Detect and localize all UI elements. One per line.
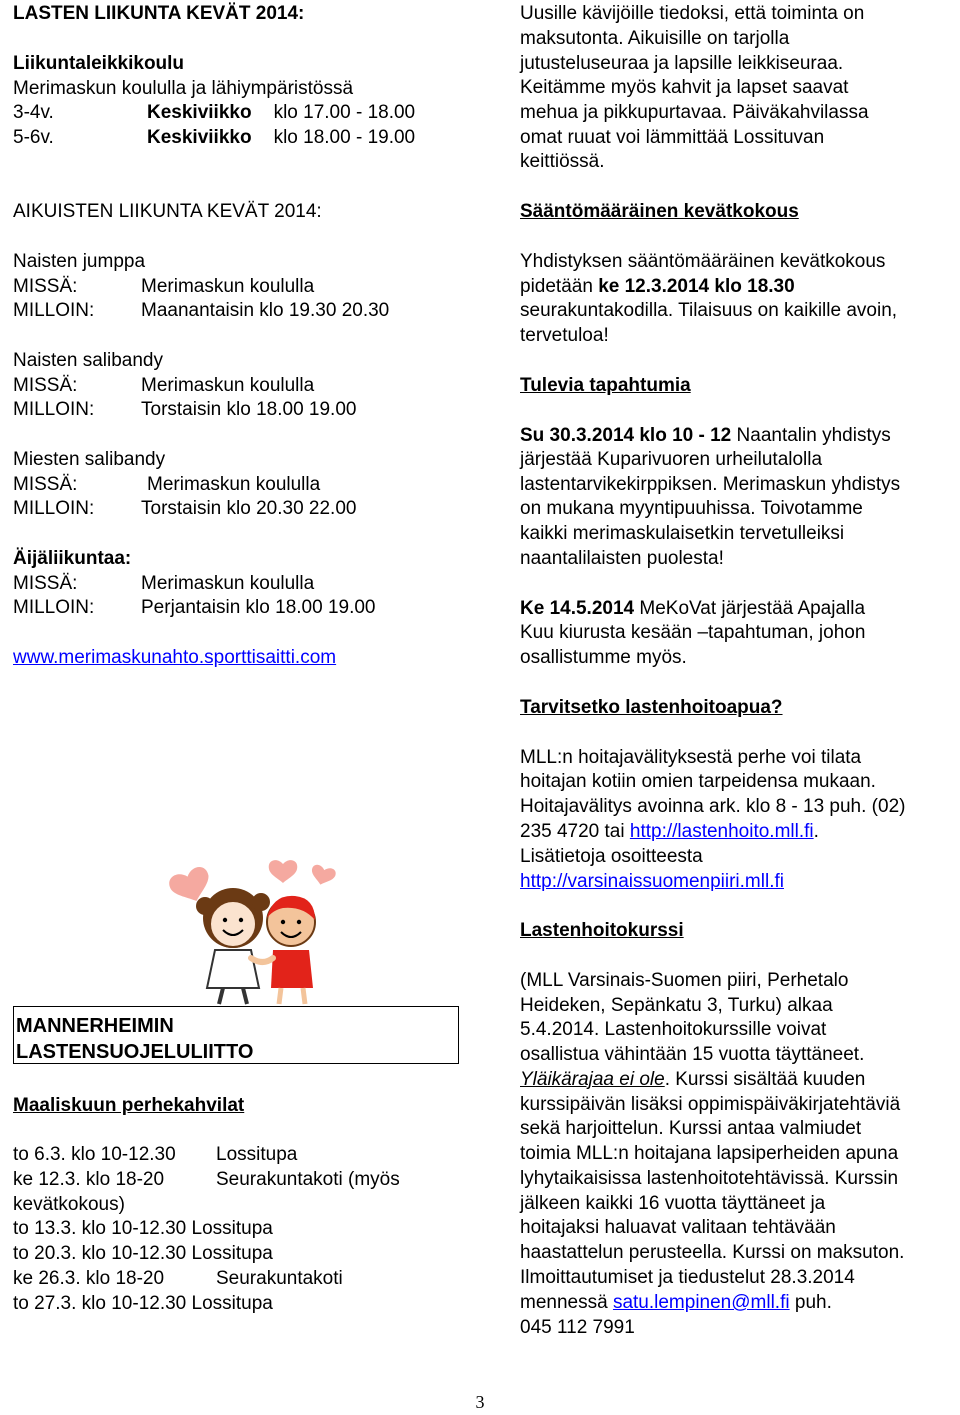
mll-title-box — [13, 1006, 459, 1064]
course-text: 5.4.2014. Lastenhoitokurssille voivat — [520, 1019, 827, 1040]
meeting-text: pidetään ke 12.3.2014 klo 18.30 — [520, 276, 795, 297]
event-1: Su 30.3.2014 klo 10 - 12 Naantalin yhdistys — [520, 425, 891, 446]
adults-sports-title: AIKUISTEN LIIKUNTA KEVÄT 2014: — [13, 201, 322, 222]
meeting-title: Sääntömääräinen kevätkokous — [520, 201, 799, 222]
intro-line: Uusille kävijöille tiedoksi, että toiminta on — [520, 3, 865, 24]
activity-when: MILLOIN: Perjantaisin klo 18.00 19.00 — [13, 597, 376, 618]
course-text: osallistua vähintään 15 vuotta täyttäneet. — [520, 1044, 865, 1065]
activity-when: MILLOIN: Maanantaisin klo 19.30 20.30 — [13, 300, 390, 321]
childcare-text: Hoitajavälitys avoinna ark. klo 8 - 13 puh. (02) — [520, 796, 906, 817]
course-text: hoitajaksi haluavat valitaan tehtävään — [520, 1217, 836, 1238]
event-1-text: naantalilaisten puolesta! — [520, 548, 724, 569]
kids-place: Merimaskun koululla ja lähiympäristössä — [13, 78, 354, 99]
cafe-item: to 13.3. klo 10-12.30 Lossitupa — [13, 1218, 273, 1239]
course-text: mennessä satu.lempinen@mll.fi puh. — [520, 1292, 832, 1313]
course-text: haastattelun perusteella. Kurssi on maksuton. — [520, 1242, 905, 1263]
event-2-text: Kuu kiurusta kesään –tapahtuman, johon — [520, 622, 866, 643]
course-text: Ilmoittautumiset ja tiedustelut 28.3.2014 — [520, 1267, 855, 1288]
meeting-text: Yhdistyksen sääntömääräinen kevätkokous — [520, 251, 886, 272]
intro-line: keittiössä. — [520, 151, 605, 172]
event-2-text: osallistumme myös. — [520, 647, 687, 668]
mll-kids-logo-icon — [163, 858, 363, 1008]
mll-title-line-1: MANNERHEIMIN — [16, 1015, 174, 1037]
activity-when: MILLOIN: Torstaisin klo 20.30 22.00 — [13, 498, 357, 519]
intro-line: jutusteluseuraa ja lapsille leikkiseuraa. — [520, 53, 844, 74]
course-text: kurssipäivän lisäksi oppimispäiväkirjatehtäviä — [520, 1094, 901, 1115]
activity-when: MILLOIN: Torstaisin klo 18.00 19.00 — [13, 399, 357, 420]
intro-line: Keitämme myös kahvit ja lapset saavat — [520, 77, 849, 98]
childcare-text: Lisätietoja osoitteesta — [520, 846, 703, 867]
course-text: sekä harjoittelun. Kurssi antaa valmiudet — [520, 1118, 862, 1139]
course-text: Yläikärajaa ei ole. Kurssi sisältää kuuden — [520, 1069, 866, 1090]
kids-row-2: 5-6v. Keskiviikko klo 18.00 - 19.00 — [13, 127, 416, 148]
intro-line: mehua ja pikkupurtavaa. Päiväkahvilassa — [520, 102, 869, 123]
course-text: lyhytaikaisissa lastenhoitotehtävissä. Kurssin — [520, 1168, 899, 1189]
activity-where: MISSÄ: Merimaskun koululla — [13, 276, 315, 297]
event-1-text: lastentarvikekirppiksen. Merimaskun yhdistys — [520, 474, 901, 495]
childcare-link-line — [520, 870, 960, 895]
meeting-text: tervetuloa! — [520, 325, 609, 346]
cafe-item: ke 26.3. klo 18-20 Seurakuntakoti — [13, 1268, 343, 1289]
events-title: Tulevia tapahtumia — [520, 375, 691, 396]
course-phone: 045 112 7991 — [520, 1317, 635, 1338]
event-1-text: on mukana myyntipuuhissa. Toivotamme — [520, 498, 863, 519]
event-2: Ke 14.5.2014 MeKoVat järjestää Apajalla — [520, 598, 866, 619]
activity-where: MISSÄ: Merimaskun koululla — [13, 375, 315, 396]
childcare-title: Tarvitsetko lastenhoitoapua? — [520, 697, 783, 718]
activity-name: Äijäliikuntaa: — [13, 548, 132, 569]
cafe-item: to 20.3. klo 10-12.30 Lossitupa — [13, 1243, 273, 1264]
cafe-item: to 27.3. klo 10-12.30 Lossitupa — [13, 1293, 273, 1314]
activity-name: Naisten salibandy — [13, 350, 163, 371]
childcare-text: 235 4720 tai http://lastenhoito.mll.fi. — [520, 821, 819, 842]
kids-row-1: 3-4v. Keskiviikko klo 17.00 - 18.00 — [13, 102, 416, 123]
childcare-text: hoitajan kotiin omien tarpeidensa mukaan. — [520, 771, 876, 792]
intro-line: maksutonta. Aikuisille on tarjolla — [520, 28, 790, 49]
cafe-item: ke 12.3. klo 18-20 Seurakuntakoti (myös — [13, 1169, 400, 1190]
varsinaissuomenpiiri-link[interactable]: http://varsinaissuomenpiiri.mll.fi — [520, 871, 784, 892]
activity-where: MISSÄ: Merimaskun koululla — [13, 474, 321, 495]
event-1-text: kaikki merimaskulaisetkin tervetulleiksi — [520, 523, 845, 544]
cafe-item: to 6.3. klo 10-12.30 Lossitupa — [13, 1144, 298, 1165]
course-title: Lastenhoitokurssi — [520, 920, 684, 941]
childcare-text: MLL:n hoitajavälityksestä perhe voi tilata — [520, 747, 862, 768]
course-text: toimia MLL:n hoitajana lapsiperheiden apuna — [520, 1143, 899, 1164]
cafe-item: kevätkokous) — [13, 1194, 125, 1215]
website-link[interactable]: www.merimaskunahto.sporttisaitti.com — [13, 647, 337, 668]
email-link[interactable]: satu.lempinen@mll.fi — [612, 1292, 790, 1313]
lastenhoito-link[interactable]: http://lastenhoito.mll.fi — [629, 821, 814, 842]
activity-name: Miesten salibandy — [13, 449, 166, 470]
intro-line: omat ruuat voi lämmittää Lossituvan — [520, 127, 825, 148]
course-text: (MLL Varsinais-Suomen piiri, Perhetalo — [520, 970, 849, 991]
course-text: Heideken, Sepänkatu 3, Turku) alkaa — [520, 995, 833, 1016]
activity-name: Naisten jumppa — [13, 251, 146, 272]
kids-school-title: Liikuntaleikkikoulu — [13, 53, 185, 74]
course-text: jälkeen kaikki 16 vuotta täyttäneet ja — [520, 1193, 826, 1214]
kids-sports-title: LASTEN LIIKUNTA KEVÄT 2014: — [13, 3, 305, 24]
mll-title-line-2: LASTENSUOJELULIITTO — [16, 1041, 254, 1063]
cafe-title: Maaliskuun perhekahvilat — [13, 1095, 245, 1116]
activity-where: MISSÄ: Merimaskun koululla — [13, 573, 315, 594]
meeting-text: seurakuntakodilla. Tilaisuus on kaikille avoin, — [520, 300, 898, 321]
page-number: 3 — [475, 1392, 485, 1412]
event-1-text: järjestää Kuparivuoren urheilutalolla — [520, 449, 823, 470]
